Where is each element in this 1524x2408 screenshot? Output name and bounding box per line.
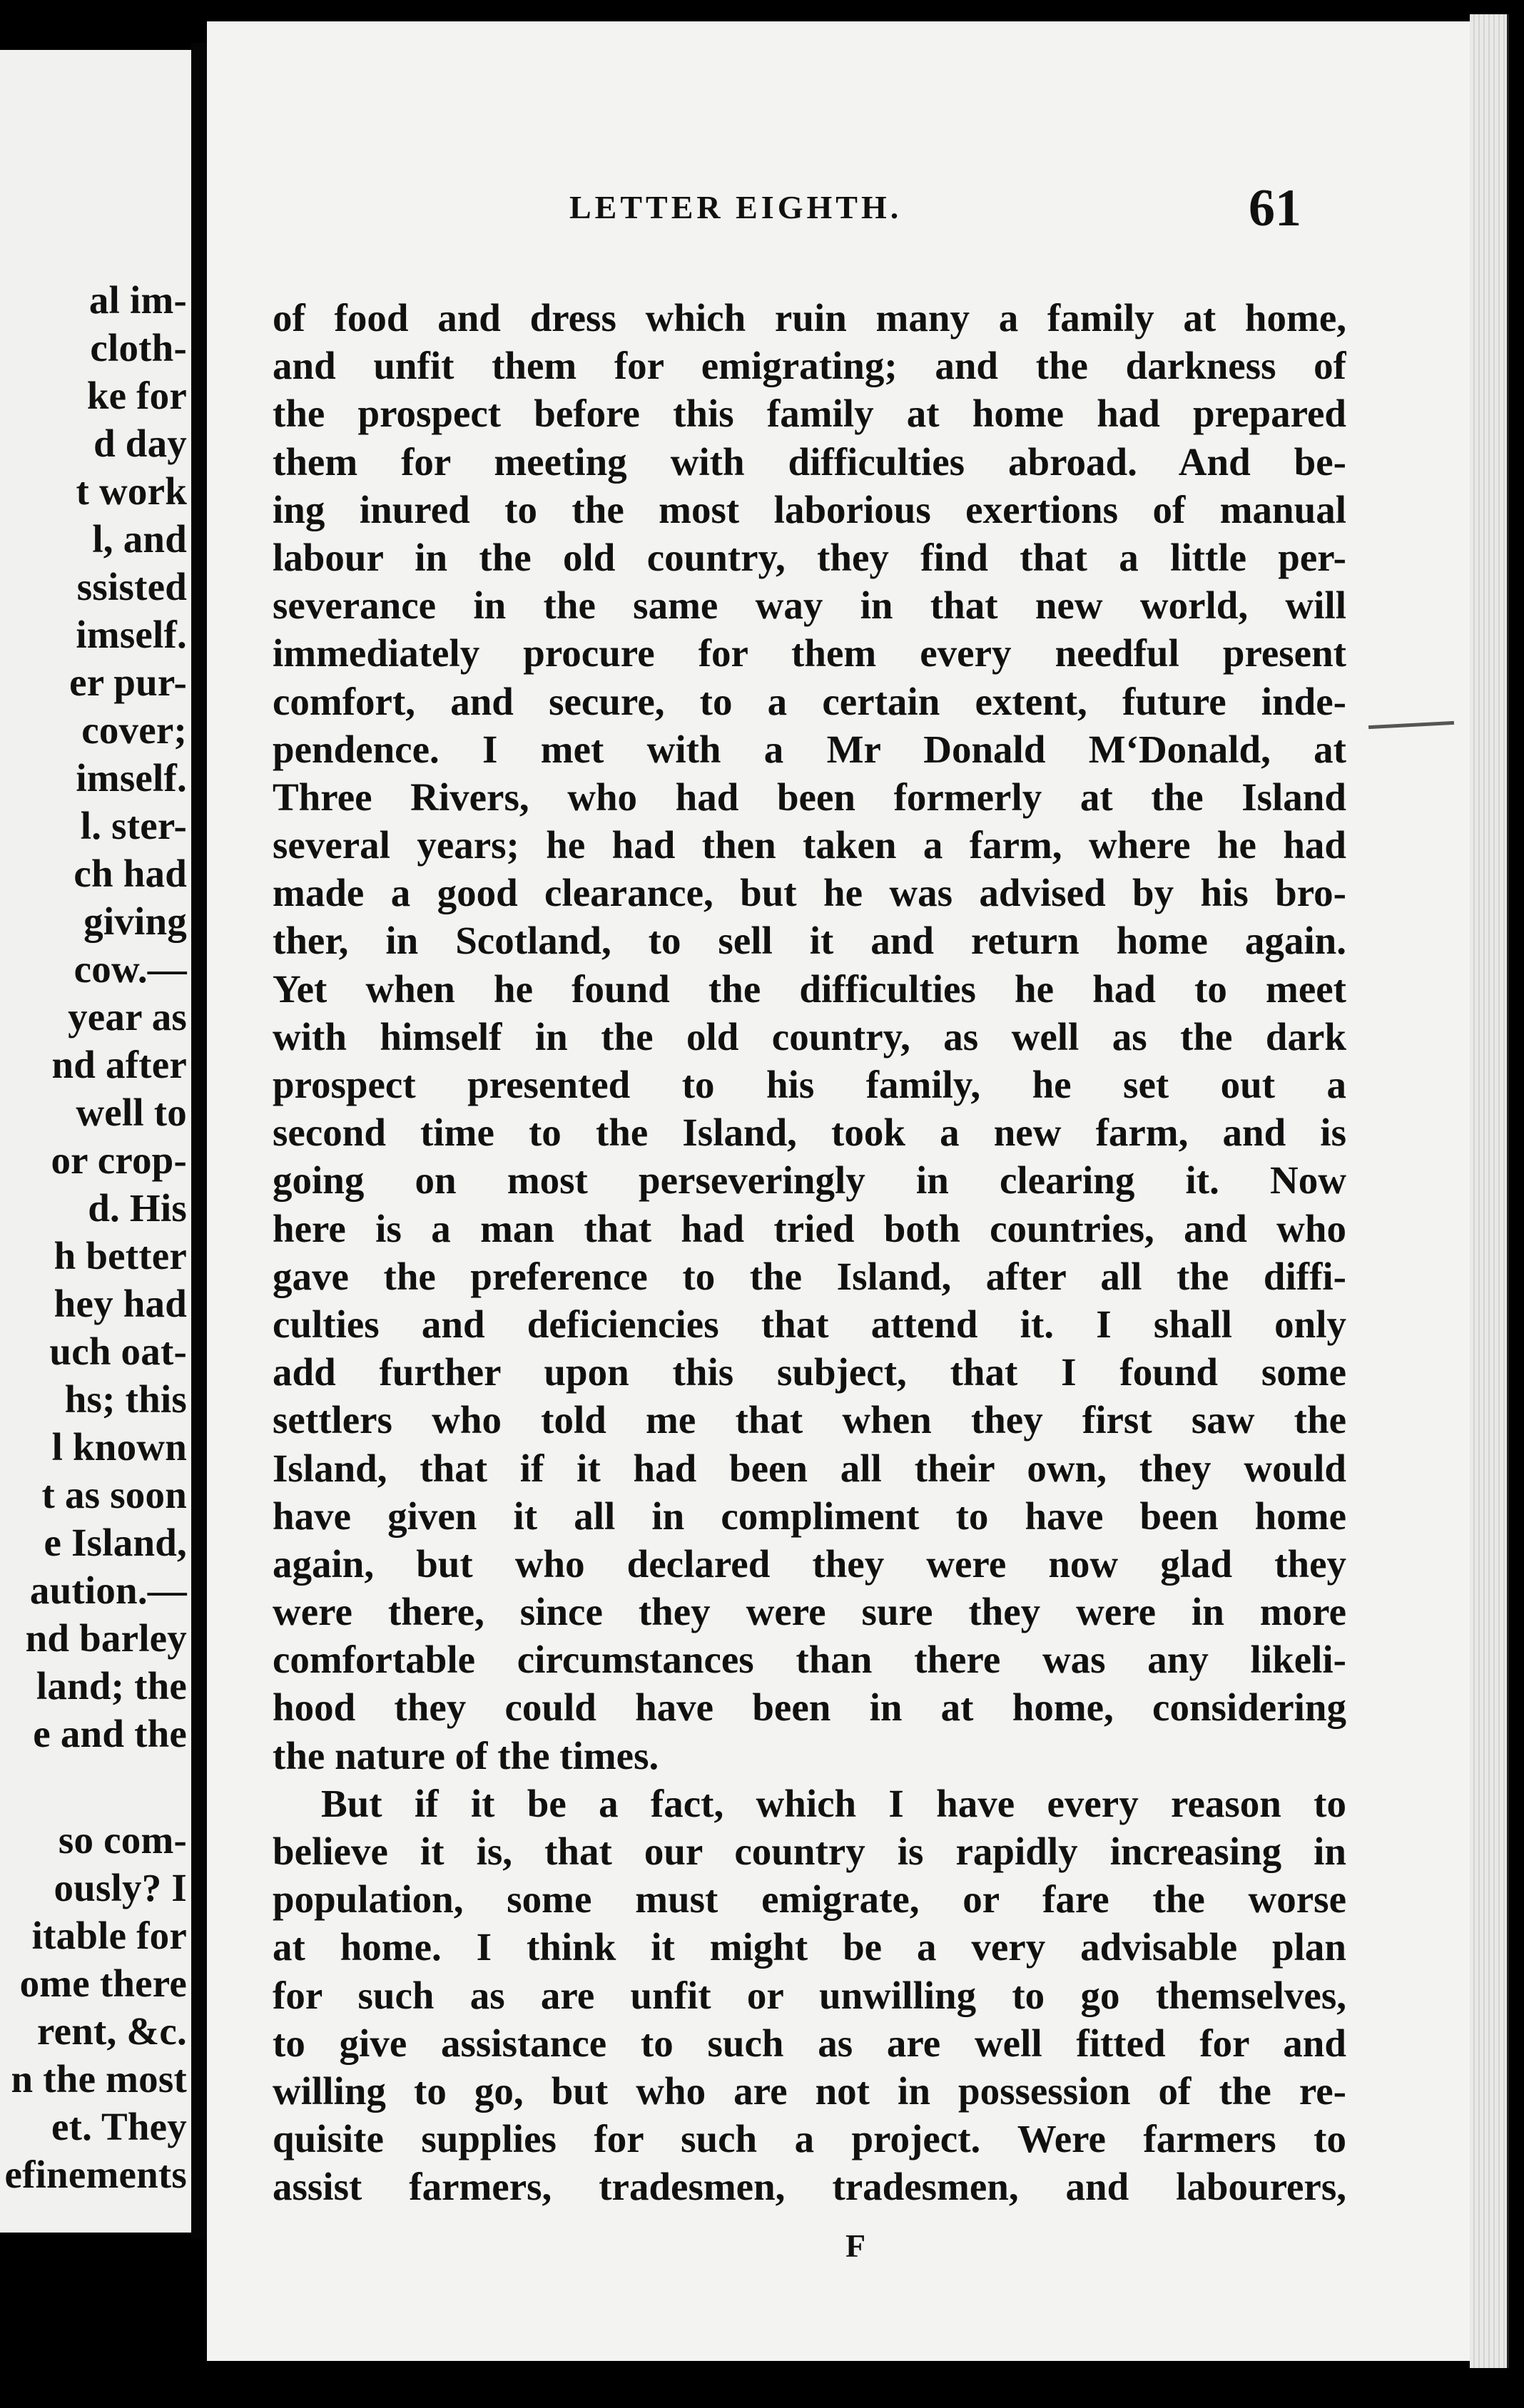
right-page — [207, 21, 1470, 2361]
left-line: ch had — [73, 852, 187, 895]
text-line: Three Rivers, who had been formerly at the Island — [273, 775, 1346, 819]
text-line: add further upon this subject, that I found some — [273, 1350, 1346, 1394]
left-line: year as — [68, 995, 187, 1039]
left-line: al im- — [88, 278, 187, 322]
left-line: cow.— — [73, 947, 187, 991]
margin-mark — [1368, 721, 1454, 729]
left-line: ously? I — [54, 1866, 187, 1909]
text-line: them for meeting with difficulties abroad. And be- — [273, 439, 1346, 484]
left-line: e Island, — [44, 1521, 187, 1564]
left-line: well to — [76, 1091, 187, 1134]
running-head: LETTER EIGHTH. — [569, 189, 903, 225]
text-line: quisite supplies for such a project. Were farmers to — [273, 2117, 1346, 2161]
text-line: Island, that if it had been all their own, they would — [273, 1446, 1346, 1490]
left-line: cloth- — [90, 326, 187, 369]
text-line: the prospect before this family at home had prepared — [273, 392, 1346, 436]
left-line: itable for — [31, 1914, 187, 1957]
left-line: n the most — [11, 2057, 187, 2101]
text-line: culties and deficiencies that attend it. I shall only — [273, 1302, 1346, 1346]
text-line: to give assistance to such as are well fitted for and — [273, 2021, 1346, 2065]
text-line: hood they could have been in at home, considering — [273, 1685, 1346, 1730]
left-line: t as soon — [41, 1473, 187, 1516]
text-line: comfort, and secure, to a certain extent, future inde- — [273, 679, 1346, 723]
text-line: prospect presented to his family, he set out a — [273, 1063, 1346, 1106]
left-line: l. ster- — [80, 804, 187, 847]
left-line: t work — [76, 469, 187, 513]
left-line: aution.— — [29, 1568, 187, 1612]
text-line: here is a man that had tried both countries, and who — [273, 1206, 1346, 1250]
text-line: pendence. I met with a Mr Donald M‘Donald, at — [273, 727, 1346, 771]
left-line: so com- — [58, 1818, 187, 1862]
left-line: nd after — [51, 1043, 187, 1086]
text-line: severance in the same way in that new world, will — [273, 583, 1346, 628]
text-line: Yet when he found the difficulties he had to meet — [273, 966, 1346, 1011]
text-line: of food and dress which ruin many a family at home, — [273, 296, 1346, 340]
left-line: cover; — [81, 708, 187, 752]
left-line: nd barley — [25, 1616, 187, 1660]
left-line: l, and — [92, 517, 187, 561]
book-gutter — [191, 43, 207, 2240]
text-line: believe it is, that our country is rapidly increasing in — [273, 1830, 1346, 1873]
left-line: land; the — [36, 1664, 187, 1708]
text-line: with himself in the old country, as well as the dark — [273, 1014, 1346, 1058]
text-line: for such as are unfit or unwilling to go themselves, — [273, 1973, 1346, 2017]
left-line: imself. — [76, 756, 187, 800]
text-line: labour in the old country, they find that a little per- — [273, 535, 1346, 579]
text-line: ing inured to the most laborious exertions of manual — [273, 487, 1346, 531]
left-line: ssisted — [76, 565, 187, 608]
text-line: again, but who declared they were now glad they — [273, 1541, 1346, 1586]
left-line: uch oat- — [49, 1330, 187, 1373]
left-line: e and the — [33, 1712, 187, 1755]
body-text — [273, 294, 1346, 2211]
left-line: imself. — [76, 613, 187, 656]
left-line: ke for — [86, 374, 187, 417]
text-line: at home. I think it might be a very advisable plan — [273, 1925, 1346, 1969]
page-header — [207, 178, 1470, 238]
text-line: were there, since they were sure they were in more — [273, 1590, 1346, 1634]
left-line: l known — [51, 1425, 187, 1469]
text-line: going on most perseveringly in clearing it. Now — [273, 1158, 1346, 1203]
left-line: efinements — [4, 2153, 187, 2196]
left-line: er pur- — [69, 660, 187, 704]
signature-mark: F — [845, 2228, 866, 2264]
left-line: rent, &c. — [36, 2009, 187, 2053]
left-line: hs; this — [64, 1377, 187, 1421]
text-line: second time to the Island, took a new farm, and is — [273, 1111, 1346, 1155]
text-line: population, some must emigrate, or fare the worse — [273, 1877, 1346, 1922]
text-line: immediately procure for them every needful present — [273, 631, 1346, 675]
text-line: the nature of the times. — [273, 1733, 659, 1777]
text-line: several years; he had then taken a farm, where he had — [273, 823, 1346, 867]
page-edges — [1470, 14, 1509, 2368]
text-line: assist farmers, tradesmen, tradesmen, and labourers, — [273, 2165, 1346, 2209]
left-line: d day — [93, 422, 187, 465]
page-number: 61 — [1249, 179, 1301, 238]
left-line: hey had — [54, 1282, 187, 1325]
text-line: ther, in Scotland, to sell it and return home again. — [273, 919, 1346, 963]
text-line: made a good clearance, but he was advised by his bro- — [273, 871, 1346, 915]
text-line: willing to go, but who are not in possession of the re- — [273, 2068, 1346, 2113]
text-line: comfortable circumstances than there was any likeli- — [273, 1638, 1346, 1682]
left-line: ome there — [19, 1961, 187, 2005]
left-line: or crop- — [51, 1138, 187, 1182]
text-line: and unfit them for emigrating; and the darkness of — [273, 344, 1346, 388]
left-line: giving — [83, 899, 187, 943]
left-page-fragment — [0, 50, 191, 2233]
text-line: gave the preference to the Island, after all the diffi- — [273, 1254, 1346, 1298]
text-line: have given it all in compliment to have been home — [273, 1494, 1346, 1538]
left-line: et. They — [51, 2105, 187, 2148]
text-line: settlers who told me that when they first saw the — [273, 1398, 1346, 1442]
left-line: h better — [54, 1234, 187, 1277]
left-line: d. His — [88, 1186, 187, 1230]
text-line: But if it be a fact, which I have every reason to — [321, 1781, 1346, 1825]
